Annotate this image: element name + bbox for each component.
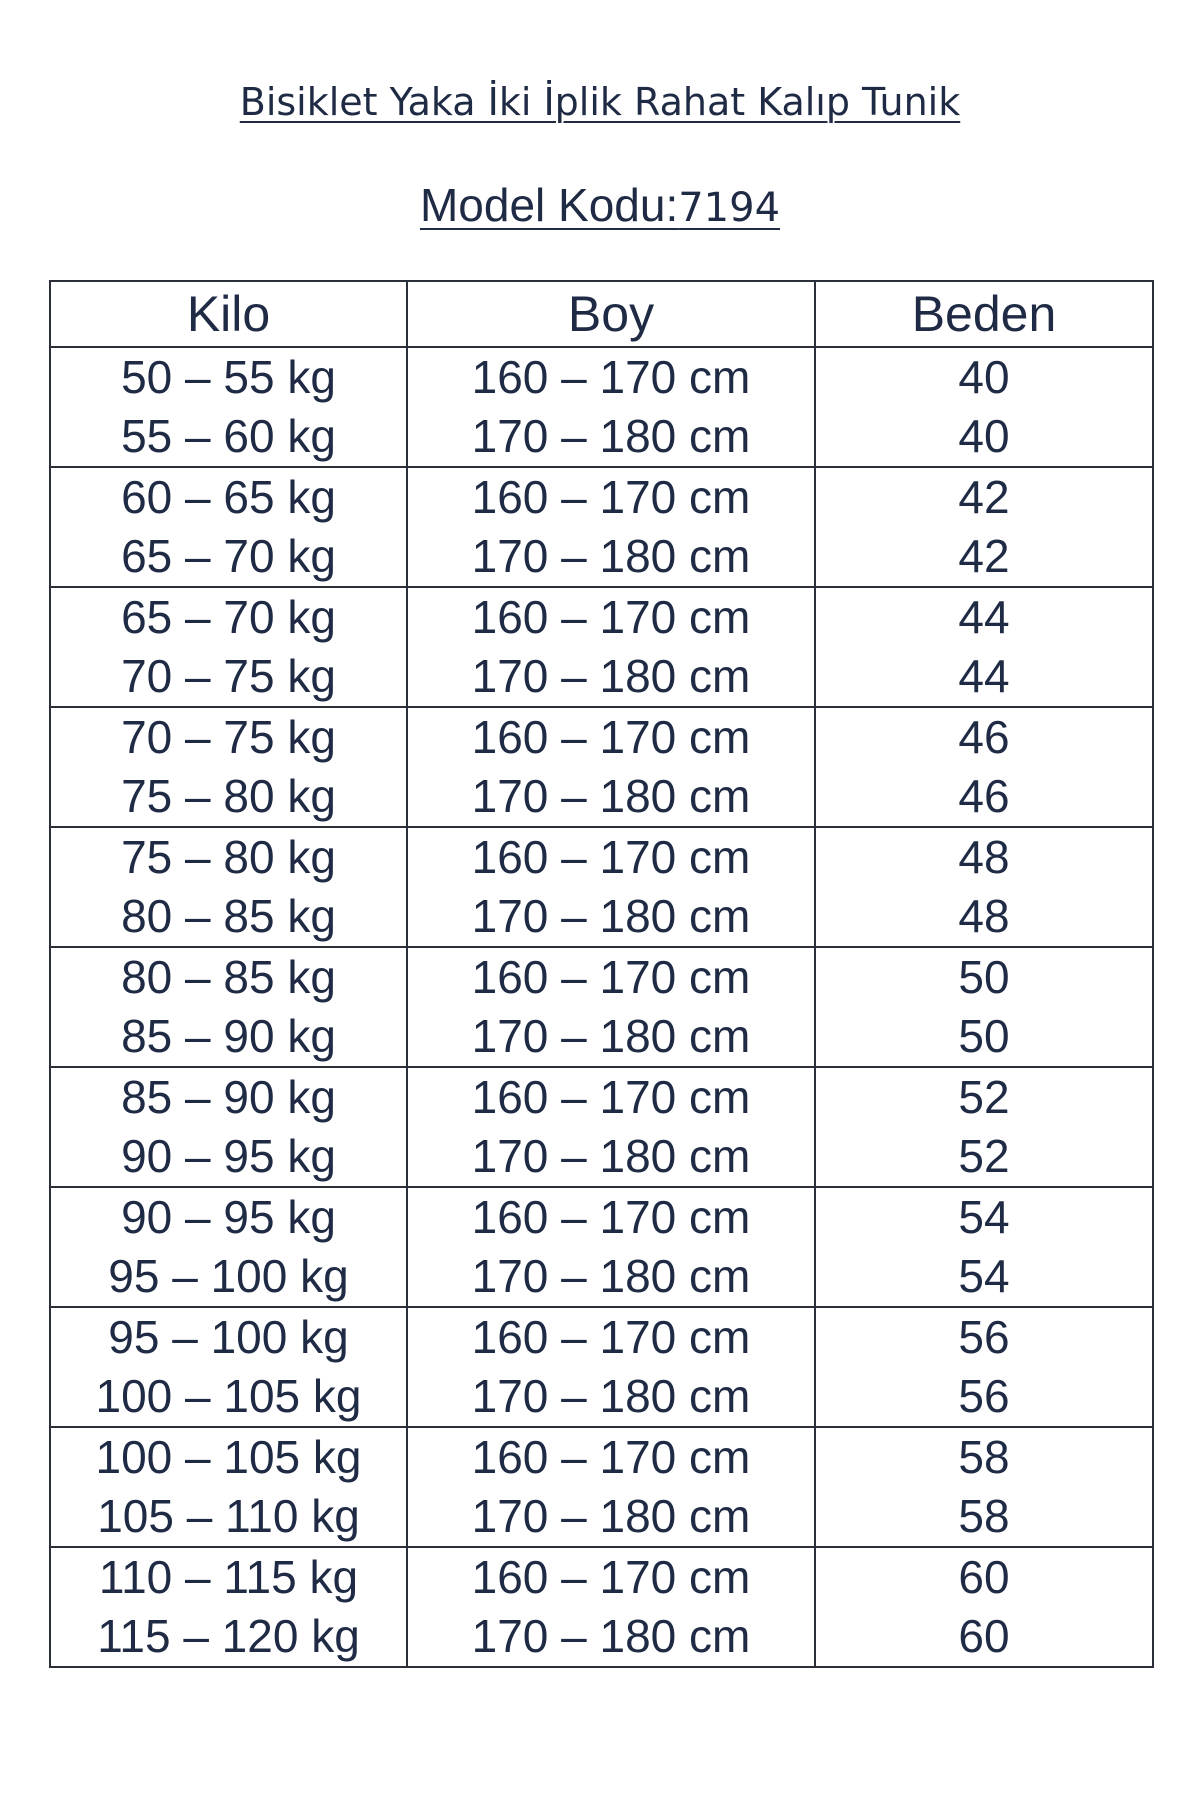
kilo-value: 65 – 70 kg bbox=[121, 530, 336, 582]
cell-boy bbox=[407, 1067, 815, 1187]
cell-boy bbox=[407, 947, 815, 1067]
cell-kilo bbox=[50, 827, 407, 947]
cell-kilo bbox=[50, 1427, 407, 1547]
size-table-header-row bbox=[50, 281, 1153, 347]
table-row bbox=[50, 707, 1153, 827]
beden-value: 50 bbox=[958, 951, 1010, 1003]
beden-value: 44 bbox=[958, 591, 1010, 643]
cell-beden bbox=[815, 707, 1153, 827]
table-row bbox=[50, 467, 1153, 587]
beden-value: 42 bbox=[958, 471, 1010, 523]
boy-value: 160 – 170 cm bbox=[471, 1311, 751, 1363]
cell-beden bbox=[815, 1187, 1153, 1307]
model-code-label: Model Kodu: bbox=[419, 179, 679, 231]
kilo-value: 80 – 85 kg bbox=[121, 951, 336, 1003]
boy-value: 170 – 180 cm bbox=[471, 1130, 751, 1182]
beden-value: 40 bbox=[958, 351, 1010, 403]
kilo-value: 115 – 120 kg bbox=[97, 1610, 360, 1662]
kilo-value: 110 – 115 kg bbox=[98, 1551, 359, 1603]
page-title-text: Bisiklet Yaka İki İplik Rahat Kalıp Tunik bbox=[239, 80, 961, 124]
model-code-value: 7194 bbox=[678, 185, 781, 231]
boy-value: 160 – 170 cm bbox=[471, 471, 751, 523]
table-row bbox=[50, 1307, 1153, 1427]
beden-value: 58 bbox=[958, 1431, 1010, 1483]
beden-value: 52 bbox=[958, 1130, 1010, 1182]
boy-value: 160 – 170 cm bbox=[471, 1431, 751, 1483]
kilo-value: 90 – 95 kg bbox=[121, 1130, 336, 1182]
cell-kilo bbox=[50, 1307, 407, 1427]
boy-value: 170 – 180 cm bbox=[471, 1250, 751, 1302]
beden-value: 46 bbox=[958, 770, 1010, 822]
kilo-value: 60 – 65 kg bbox=[121, 471, 336, 523]
boy-value: 160 – 170 cm bbox=[471, 951, 751, 1003]
cell-kilo bbox=[50, 467, 407, 587]
table-row bbox=[50, 347, 1153, 467]
kilo-value: 85 – 90 kg bbox=[121, 1071, 336, 1123]
cell-kilo bbox=[50, 1547, 407, 1667]
kilo-value: 95 – 100 kg bbox=[108, 1250, 349, 1302]
cell-beden bbox=[815, 1307, 1153, 1427]
cell-kilo bbox=[50, 1187, 407, 1307]
beden-value: 58 bbox=[958, 1490, 1010, 1542]
cell-kilo bbox=[50, 1067, 407, 1187]
boy-value: 170 – 180 cm bbox=[471, 1370, 751, 1422]
table-row bbox=[50, 947, 1153, 1067]
beden-value: 54 bbox=[958, 1191, 1010, 1243]
beden-value: 60 bbox=[958, 1551, 1010, 1603]
table-row bbox=[50, 1187, 1153, 1307]
cell-boy bbox=[407, 827, 815, 947]
table-row bbox=[50, 1067, 1153, 1187]
cell-boy bbox=[407, 1427, 815, 1547]
beden-value: 44 bbox=[958, 650, 1010, 702]
cell-kilo bbox=[50, 707, 407, 827]
table-row bbox=[50, 587, 1153, 707]
boy-value: 160 – 170 cm bbox=[471, 351, 751, 403]
model-code-line bbox=[0, 175, 1200, 238]
kilo-value: 100 – 105 kg bbox=[95, 1370, 362, 1422]
model-code-underline bbox=[420, 179, 780, 231]
cell-boy bbox=[407, 587, 815, 707]
size-table bbox=[49, 280, 1154, 1668]
boy-value: 170 – 180 cm bbox=[471, 890, 751, 942]
boy-value: 160 – 170 cm bbox=[471, 1551, 751, 1603]
size-table-body bbox=[50, 347, 1153, 1667]
beden-value: 54 bbox=[958, 1250, 1010, 1302]
kilo-value: 105 – 110 kg bbox=[97, 1490, 360, 1542]
cell-boy bbox=[407, 1187, 815, 1307]
beden-value: 60 bbox=[958, 1610, 1010, 1662]
boy-value: 170 – 180 cm bbox=[471, 650, 751, 702]
kilo-value: 50 – 55 kg bbox=[121, 351, 336, 403]
kilo-value: 80 – 85 kg bbox=[121, 890, 336, 942]
boy-value: 160 – 170 cm bbox=[471, 711, 751, 763]
boy-value: 170 – 180 cm bbox=[471, 770, 751, 822]
kilo-value: 70 – 75 kg bbox=[121, 711, 336, 763]
cell-boy bbox=[407, 467, 815, 587]
kilo-value: 95 – 100 kg bbox=[108, 1311, 349, 1363]
cell-beden bbox=[815, 347, 1153, 467]
cell-boy bbox=[407, 347, 815, 467]
table-row bbox=[50, 1547, 1153, 1667]
kilo-value: 75 – 80 kg bbox=[121, 770, 336, 822]
beden-value: 56 bbox=[958, 1311, 1010, 1363]
boy-value: 160 – 170 cm bbox=[471, 591, 751, 643]
beden-value: 52 bbox=[958, 1071, 1010, 1123]
boy-value: 170 – 180 cm bbox=[471, 1010, 751, 1062]
cell-beden bbox=[815, 467, 1153, 587]
cell-beden bbox=[815, 587, 1153, 707]
boy-value: 170 – 180 cm bbox=[471, 530, 751, 582]
cell-kilo bbox=[50, 947, 407, 1067]
beden-value: 40 bbox=[958, 410, 1010, 462]
beden-value: 56 bbox=[958, 1370, 1010, 1422]
kilo-value: 65 – 70 kg bbox=[121, 591, 336, 643]
cell-boy bbox=[407, 1307, 815, 1427]
beden-value: 48 bbox=[958, 890, 1010, 942]
boy-value: 160 – 170 cm bbox=[471, 831, 751, 883]
beden-value: 48 bbox=[958, 831, 1010, 883]
cell-boy bbox=[407, 707, 815, 827]
boy-value: 160 – 170 cm bbox=[471, 1071, 751, 1123]
beden-value: 46 bbox=[958, 711, 1010, 763]
table-row bbox=[50, 827, 1153, 947]
boy-value: 170 – 180 cm bbox=[471, 1490, 751, 1542]
kilo-value: 85 – 90 kg bbox=[121, 1010, 336, 1062]
kilo-value: 90 – 95 kg bbox=[121, 1191, 336, 1243]
boy-value: 160 – 170 cm bbox=[471, 1191, 751, 1243]
kilo-value: 75 – 80 kg bbox=[121, 831, 336, 883]
cell-kilo bbox=[50, 347, 407, 467]
kilo-value: 70 – 75 kg bbox=[121, 650, 336, 702]
header-boy: Boy bbox=[407, 281, 815, 347]
header-beden: Beden bbox=[815, 281, 1153, 347]
cell-beden bbox=[815, 1427, 1153, 1547]
cell-beden bbox=[815, 947, 1153, 1067]
cell-kilo bbox=[50, 587, 407, 707]
cell-beden bbox=[815, 827, 1153, 947]
table-row bbox=[50, 1427, 1153, 1547]
boy-value: 170 – 180 cm bbox=[471, 410, 751, 462]
page-title bbox=[0, 76, 1200, 128]
cell-beden bbox=[815, 1067, 1153, 1187]
kilo-value: 100 – 105 kg bbox=[95, 1431, 362, 1483]
beden-value: 50 bbox=[958, 1010, 1010, 1062]
header-kilo: Kilo bbox=[50, 281, 407, 347]
cell-beden bbox=[815, 1547, 1153, 1667]
beden-value: 42 bbox=[958, 530, 1010, 582]
boy-value: 170 – 180 cm bbox=[471, 1610, 751, 1662]
kilo-value: 55 – 60 kg bbox=[121, 410, 336, 462]
cell-boy bbox=[407, 1547, 815, 1667]
